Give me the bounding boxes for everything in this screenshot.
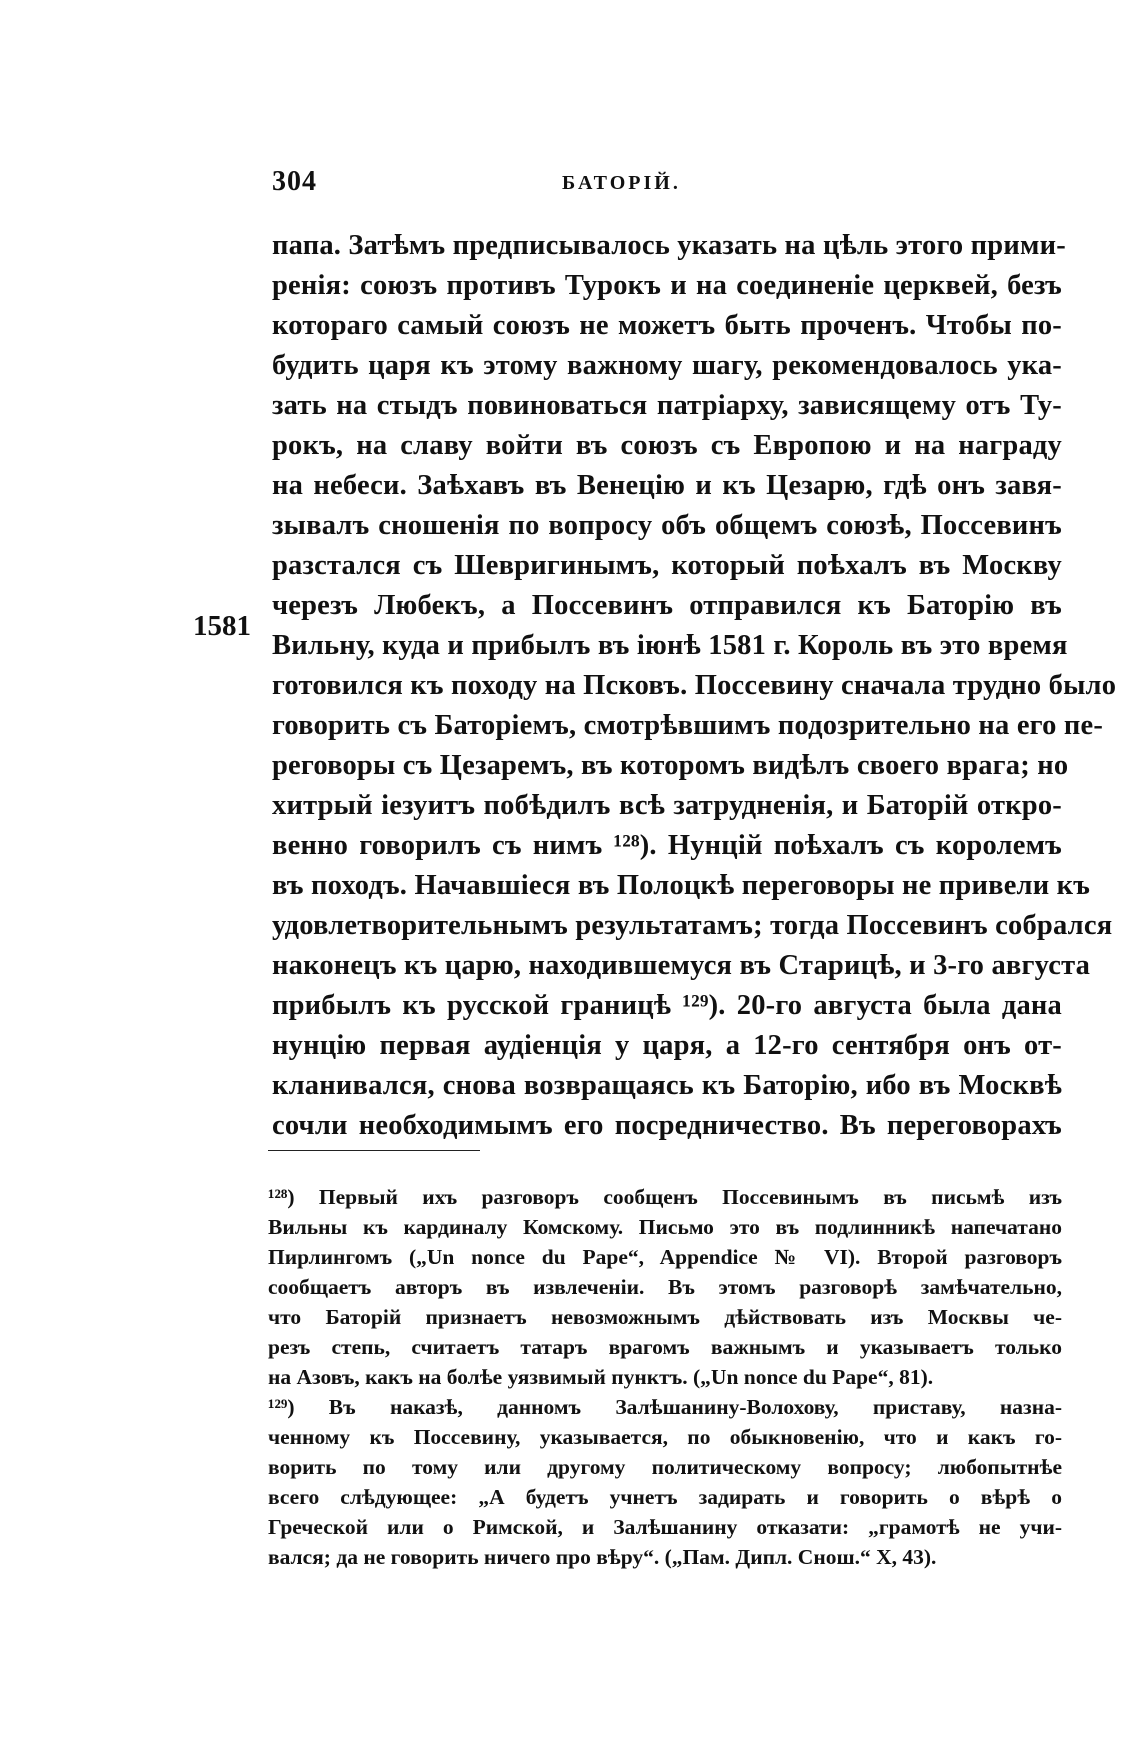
footnote-line: всего слѣдующее: „А будетъ учнетъ задирать и говорить о вѣрѣ о: [268, 1485, 1062, 1509]
main-text: [272, 226, 1117, 1146]
text-line: кланивался, снова возвращаясь къ Баторію, ибо въ Москвѣ: [272, 1070, 1062, 1101]
footnotes: [268, 1182, 1062, 1572]
footnote-line: ¹²⁹) Въ наказѣ, данномъ Залѣшанину-Волохову, приставу, назна-: [268, 1395, 1062, 1419]
text-line: готовился къ походу на Псковъ. Поссевину сначала трудно было: [272, 670, 1117, 701]
text-line: котораго самый союзъ не можетъ быть проченъ. Чтобы по-: [272, 310, 1062, 341]
text-line: на небеси. Заѣхавъ въ Венецію и къ Цезарю, гдѣ онъ завя-: [272, 470, 1062, 501]
text-line: рокъ, на славу войти въ союзъ съ Европою и на награду: [272, 430, 1062, 461]
footnote-line: Греческой или о Римской, и Залѣшанину отказати: „грамотѣ не учи-: [268, 1515, 1062, 1539]
margin-year-note: 1581: [193, 610, 251, 642]
footnote-line: Вильны къ кардиналу Комскому. Письмо это въ подлинникѣ напечатано: [268, 1215, 1062, 1239]
footnote-line: на Азовъ, какъ на болѣе уязвимый пунктъ. („Un nonce du Pape“, 81).: [268, 1365, 934, 1389]
footnote-line: Пирлингомъ („Un nonce du Pape“, Appendice № VI). Второй разговоръ: [268, 1245, 1062, 1269]
text-line: въ походъ. Начавшіеся въ Полоцкѣ переговоры не привели къ: [272, 870, 1091, 901]
text-line: Вильну, куда и прибылъ въ іюнѣ 1581 г. Король въ это время: [272, 630, 1068, 661]
text-line: венно говорилъ съ нимъ ¹²⁸). Нунцій поѣхалъ съ королемъ: [272, 830, 1062, 861]
footnote-line: вался; да не говорить ничего про вѣру“. („Пам. Дипл. Снош.“ X, 43).: [268, 1545, 937, 1569]
text-line: будить царя къ этому важному шагу, рекомендовалось ука-: [272, 350, 1062, 381]
text-line: зать на стыдъ повиноваться патріарху, зависящему отъ Ту-: [272, 390, 1062, 421]
footnote-line: ¹²⁸) Первый ихъ разговоръ сообщенъ Поссевинымъ въ письмѣ изъ: [268, 1185, 1062, 1209]
page-number: 304: [272, 166, 317, 197]
text-line: прибылъ къ русской границѣ ¹²⁹). 20-го августа была дана: [272, 990, 1062, 1021]
footnote-separator: [268, 1150, 480, 1151]
text-line: папа. Затѣмъ предписывалось указать на цѣль этого прими-: [272, 230, 1066, 261]
text-line: разстался съ Шевригинымъ, который поѣхалъ въ Москву: [272, 550, 1062, 581]
footnote-line: ворить по тому или другому политическому вопросу; любопытнѣе: [268, 1455, 1062, 1479]
footnote-line: резъ степь, считаетъ татаръ врагомъ важнымъ и указываетъ только: [268, 1335, 1062, 1359]
text-line: зывалъ сношенія по вопросу объ общемъ союзѣ, Поссевинъ: [272, 510, 1062, 541]
text-line: нунцію первая аудіенція у царя, а 12-го сентября онъ от-: [272, 1030, 1062, 1061]
text-line: сочли необходимымъ его посредничество. Въ переговорахъ: [272, 1110, 1062, 1141]
text-line: наконецъ къ царю, находившемуся въ Старицѣ, и 3-го августа: [272, 950, 1091, 981]
footnote-line: что Баторій признаетъ невозможнымъ дѣйствовать изъ Москвы че-: [268, 1305, 1062, 1329]
text-line: удовлетворительнымъ результатамъ; тогда Поссевинъ собрался: [272, 910, 1113, 941]
text-line: говорить съ Баторіемъ, смотрѣвшимъ подозрительно на его пе-: [272, 710, 1104, 741]
footnote-line: сообщаетъ авторъ въ извлеченіи. Въ этомъ разговорѣ замѣчательно,: [268, 1275, 1062, 1299]
running-title: БАТОРІЙ.: [562, 172, 681, 194]
text-line: хитрый іезуитъ побѣдилъ всѣ затрудненія, и Баторій откро-: [272, 790, 1062, 821]
text-line: черезъ Любекъ, а Поссевинъ отправился къ Баторію въ: [272, 590, 1062, 621]
footnote-line: ченному къ Поссевину, указывается, по обыкновенію, что и какъ го-: [268, 1425, 1062, 1449]
text-line: реговоры съ Цезаремъ, въ которомъ видѣлъ своего врага; но: [272, 750, 1069, 781]
running-head: [272, 166, 1062, 202]
text-line: ренія: союзъ противъ Турокъ и на соединеніе церквей, безъ: [272, 270, 1062, 301]
